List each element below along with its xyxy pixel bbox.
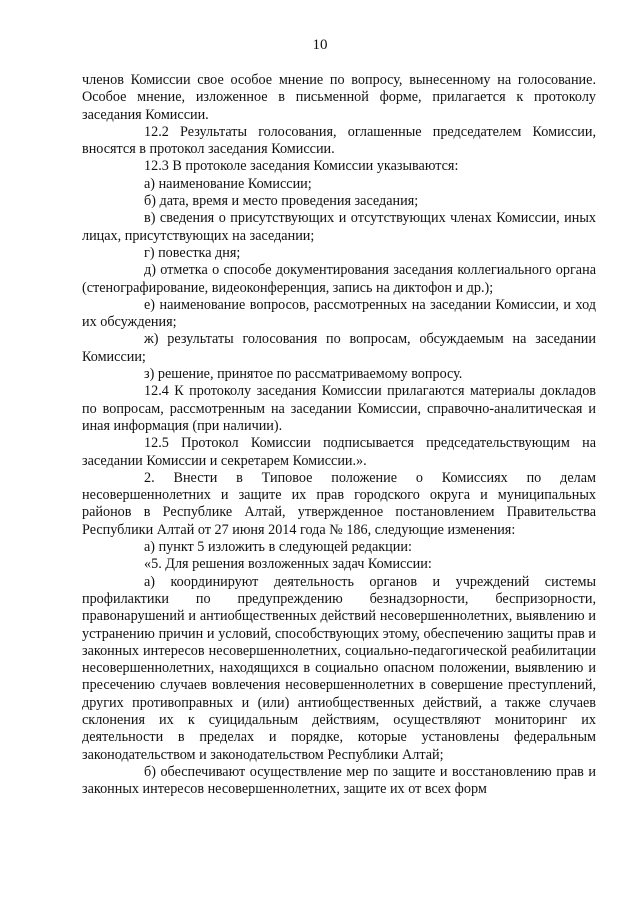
- paragraph: г) повестка дня;: [144, 244, 241, 261]
- document-body: [82, 72, 596, 798]
- paragraph: 12.5 Протокол Комиссии подписывается председательствующим на заседании Комиссии и секретарем Комиссии.».: [82, 435, 596, 469]
- paragraph: е) наименование вопросов, рассмотренных на заседании Комиссии, и ход их обсуждения;: [82, 296, 596, 331]
- paragraph: а) координируют деятельность органов и учреждений системы профилактики по предупреждению безнадзорности, беспризорности, правонарушений и антиобщественных действий несовершеннолетних, выявлению и устранению причин и условий, способствующих этому, обеспечению защиты прав и законных интересов несовершеннолетних, социально-педагогической реабилитации несовершеннолетних, находящихся в социально опасном положении, выявлению и пресечению случаев вовлечения несовершеннолетних в совершение преступлений, других противоправных и (или) антиобщественных действий, а также случаев склонения их к суицидальным действиям, осуществляют мониторинг их деятельности в пределах и порядке, которые установлены федеральным законодательством и законодательством Республики Алтай;: [82, 573, 596, 763]
- paragraph: 2. Внести в Типовое положение о Комиссиях по делам несовершеннолетних и защите их прав городского округа и муниципальных районов в Республике Алтай, утвержденное постановлением Правительства Республики Алтай от 27 июня 2014 года № 186, следующие изменения:: [82, 469, 596, 538]
- paragraph: 12.4 К протоколу заседания Комиссии прилагаются материалы докладов по вопросам, рассмотренным на заседании Комиссии, справочно-аналитическая и иная информация (при наличии).: [82, 383, 596, 434]
- paragraph: а) пункт 5 изложить в следующей редакции:: [144, 539, 412, 556]
- paragraph: ж) результаты голосования по вопросам, обсуждаемым на заседании Комиссии;: [82, 331, 596, 365]
- paragraph: 12.3 В протоколе заседания Комиссии указываются:: [144, 158, 459, 175]
- paragraph: д) отметка о способе документирования заседания коллегиального органа (стенографирование, видеоконференция, запись на диктофон и др.);: [82, 262, 596, 296]
- paragraph: б) обеспечивают осуществление мер по защите и восстановлению прав и законных интересов несовершеннолетних, защите их от всех форм: [82, 763, 596, 798]
- paragraph: з) решение, принятое по рассматриваемому вопросу.: [144, 366, 463, 383]
- page-number: 10: [312, 37, 328, 53]
- paragraph: «5. Для решения возложенных задач Комиссии:: [144, 556, 432, 573]
- paragraph: а) наименование Комиссии;: [144, 175, 312, 192]
- paragraph: б) дата, время и место проведения заседания;: [144, 193, 419, 210]
- paragraph: членов Комиссии свое особое мнение по вопросу, вынесенному на голосование. Особое мнение, изложенное в письменной форме, прилагается к протоколу заседания Комиссии.: [82, 72, 596, 123]
- paragraph: 12.2 Результаты голосования, оглашенные председателем Комиссии, вносятся в протокол заседания Комиссии.: [82, 123, 596, 158]
- paragraph: в) сведения о присутствующих и отсутствующих членах Комиссии, иных лицах, присутствующих на заседании;: [82, 210, 596, 244]
